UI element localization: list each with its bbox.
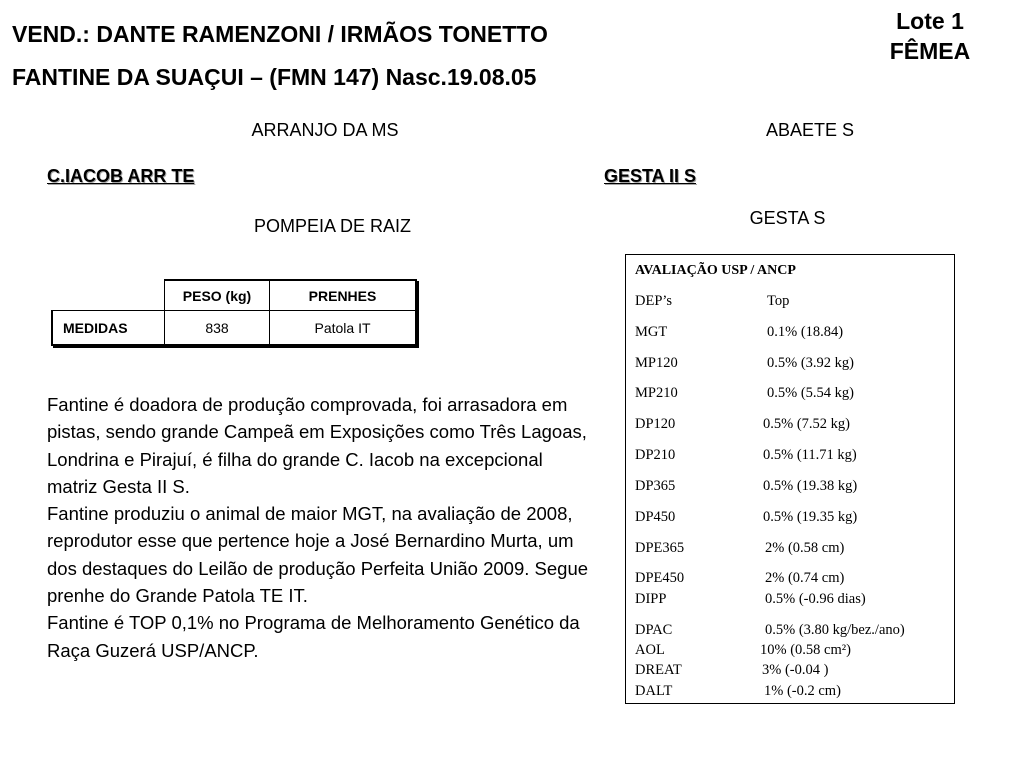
pedigree-sire-sire: ARRANJO DA MS xyxy=(251,120,399,140)
eval-value: 0.5% (19.35 kg) xyxy=(763,509,858,525)
eval-value: 0.5% (5.54 kg) xyxy=(767,385,854,401)
pedigree-dam: GESTA II S xyxy=(604,166,697,186)
eval-value: 0.1% (18.84) xyxy=(767,324,844,340)
eval-label: DREAT xyxy=(635,662,682,678)
pregnancy-header: PRENHES xyxy=(270,280,417,311)
lot-badge xyxy=(850,6,1010,66)
eval-value: 10% (0.58 cm²) xyxy=(760,642,851,658)
animal-heading: FANTINE DA SUAÇUI – (FMN 147) Nasc.19.08.05 xyxy=(12,64,537,90)
evaluation-box xyxy=(625,254,955,704)
eval-label: DIPP xyxy=(635,591,667,607)
eval-value: 0.5% (3.92 kg) xyxy=(767,355,854,371)
pedigree-sire-dam: POMPEIA DE RAIZ xyxy=(253,216,412,236)
eval-label: DP120 xyxy=(635,416,676,432)
eval-value: Top xyxy=(767,293,790,309)
eval-value: 3% (-0.04 ) xyxy=(762,662,829,678)
measures-row xyxy=(52,311,416,346)
measures-row-label: MEDIDAS xyxy=(52,311,165,346)
eval-value: 0.5% (11.71 kg) xyxy=(763,447,857,463)
eval-label: DPE450 xyxy=(635,570,685,586)
eval-label: DEP’s xyxy=(635,293,673,309)
eval-label: MGT xyxy=(635,324,668,340)
eval-label: DALT xyxy=(635,683,673,699)
measures-corner-cell xyxy=(52,280,165,311)
seller-heading: VEND.: DANTE RAMENZONI / IRMÃOS TONETTO xyxy=(12,21,548,47)
eval-label: DP210 xyxy=(635,447,676,463)
eval-label: AOL xyxy=(635,642,665,658)
eval-value: 1% (-0.2 cm) xyxy=(764,683,841,699)
description-text xyxy=(47,391,592,664)
description-paragraph: Fantine produziu o animal de maior MGT, na avaliação de 2008, reprodutor esse que pertence hoje a José Bernardino Murta, um dos destaques do Leilão de produção Perfeita União 2009. Segue prenhe do Grande Patola TE IT. xyxy=(47,503,589,607)
eval-label: DP450 xyxy=(635,509,676,525)
eval-value: 0.5% (3.80 kg/bez./ano) xyxy=(765,622,905,638)
weight-header: PESO (kg) xyxy=(165,280,270,311)
eval-value: 2% (0.58 cm) xyxy=(765,540,845,556)
eval-value: 2% (0.74 cm) xyxy=(765,570,845,586)
weight-value: 838 xyxy=(165,311,270,346)
measures-table xyxy=(51,279,417,346)
eval-label: MP120 xyxy=(635,355,678,371)
evaluation-title: AVALIAÇÃO USP / ANCP xyxy=(635,263,796,278)
pedigree-dam-sire: ABAETE S xyxy=(765,120,855,140)
eval-value: 0.5% (-0.96 dias) xyxy=(765,591,866,607)
eval-label: DP365 xyxy=(635,478,676,494)
pedigree-sire: C.IACOB ARR TE xyxy=(47,166,195,186)
eval-label: DPAC xyxy=(635,622,673,638)
eval-label: MP210 xyxy=(635,385,678,401)
description-paragraph: Fantine é TOP 0,1% no Programa de Melhoramento Genético da Raça Guzerá USP/ANCP. xyxy=(47,612,580,661)
eval-label: DPE365 xyxy=(635,540,685,556)
measures-header-row xyxy=(52,280,416,311)
eval-value: 0.5% (7.52 kg) xyxy=(763,416,850,432)
lot-sex: FÊMEA xyxy=(889,38,971,64)
description-paragraph: Fantine é doadora de produção comprovada, foi arrasadora em pistas, sendo grande Campeã em Exposições como Três Lagoas, Londrina e Pirajuí, é filha do grande C. Iacob na excepcional matriz Gesta II S. xyxy=(47,394,587,497)
eval-value: 0.5% (19.38 kg) xyxy=(763,478,858,494)
pedigree-dam-dam: GESTA S xyxy=(749,208,826,228)
pregnancy-value: Patola IT xyxy=(270,311,417,346)
lot-number: Lote 1 xyxy=(896,8,964,34)
